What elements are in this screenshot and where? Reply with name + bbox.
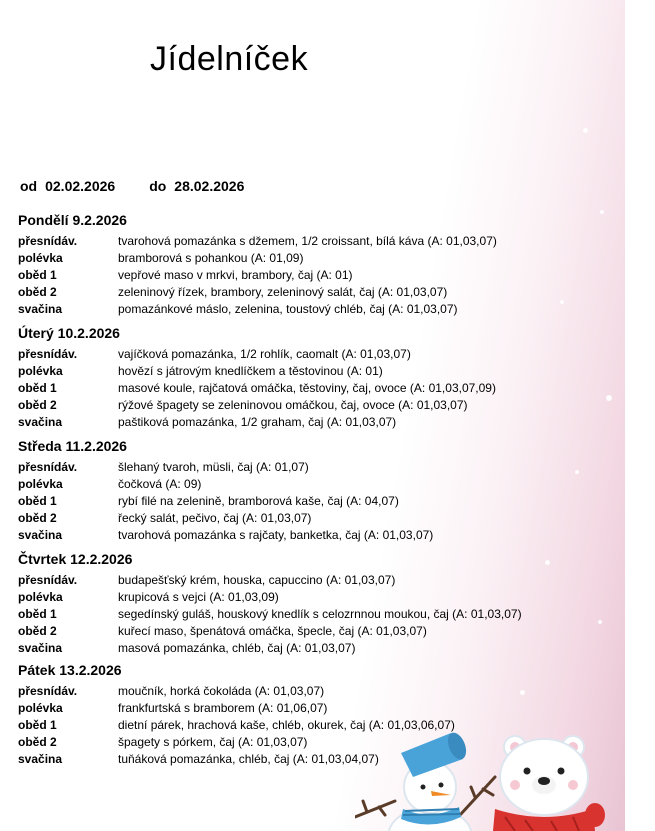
meal-label: svačina — [18, 415, 63, 429]
meal-row — [18, 267, 618, 284]
dish-text: masová pomazánka, chléb, čaj (A: 01,03,07) — [118, 641, 356, 655]
dish-text: pomazánkové máslo, zelenina, toustový chléb, čaj (A: 01,03,07) — [118, 302, 458, 316]
meal-row — [18, 493, 618, 510]
meal-row — [18, 363, 618, 380]
bear-eye — [558, 768, 565, 775]
meal-row — [18, 346, 618, 363]
dish-text: budapešťský krém, houska, capuccino (A: 01,03,07) — [118, 573, 396, 587]
dish-text: šlehaný tvaroh, müsli, čaj (A: 01,07) — [118, 460, 309, 474]
page-title: Jídelníček — [150, 40, 309, 78]
meal-row — [18, 414, 618, 431]
meal-label: oběd 1 — [18, 494, 57, 508]
meal-label: polévka — [18, 701, 63, 715]
meal-label: přesnídáv. — [18, 234, 78, 248]
meal-row — [18, 380, 618, 397]
meal-label: svačina — [18, 528, 63, 542]
meal-label: oběd 2 — [18, 511, 57, 525]
bear-cheek — [510, 780, 520, 790]
day-title: Pondělí 9.2.2026 — [18, 212, 127, 228]
meal-label: přesnídáv. — [18, 684, 78, 698]
dish-text: čočková (A: 09) — [118, 477, 202, 491]
snowman-and-polar-bear-illustration — [355, 725, 625, 831]
meal-label: oběd 2 — [18, 735, 57, 749]
meal-label: svačina — [18, 302, 63, 316]
dish-text: frankfurtská s bramborem (A: 01,06,07) — [118, 701, 328, 715]
meal-row — [18, 476, 618, 493]
meal-label: polévka — [18, 590, 63, 604]
day-title: Pátek 13.2.2026 — [18, 662, 122, 678]
meal-label: přesnídáv. — [18, 460, 78, 474]
meal-row — [18, 301, 618, 318]
twig-arm-left — [355, 801, 395, 817]
meal-row — [18, 683, 618, 700]
dish-text: zeleninový řízek, brambory, zeleninový salát, čaj (A: 01,03,07) — [118, 285, 448, 299]
dish-text: dietní párek, hrachová kaše, chléb, okurek, čaj (A: 01,03,06,07) — [118, 718, 455, 732]
date-range — [20, 178, 244, 194]
meal-label: oběd 1 — [18, 718, 57, 732]
meal-row — [18, 606, 618, 623]
meal-label: svačina — [18, 641, 63, 655]
meal-row — [18, 623, 618, 640]
from-date: 02.02.2026 — [45, 178, 116, 194]
meal-label: oběd 2 — [18, 398, 57, 412]
dish-text: vajíčková pomazánka, 1/2 rohlík, caomalt (A: 01,03,07) — [118, 347, 411, 361]
dish-text: masové koule, rajčatová omáčka, těstoviny, čaj, ovoce (A: 01,03,07,09) — [118, 381, 496, 395]
meal-label: přesnídáv. — [18, 347, 78, 361]
meal-label: oběd 1 — [18, 381, 57, 395]
day-title: Čtvrtek 12.2.2026 — [18, 551, 133, 567]
dish-text: tvarohová pomazánka s džemem, 1/2 croissant, bílá káva (A: 01,03,07) — [118, 234, 497, 248]
meal-row — [18, 284, 618, 301]
dish-text: hovězí s játrovým knedlíčkem a těstovinou (A: 01) — [118, 364, 383, 378]
bear-mitten — [585, 803, 605, 827]
day-section — [18, 211, 618, 318]
dish-text: špagety s pórkem, čaj (A: 01,03,07) — [118, 735, 308, 749]
dish-text: krupicová s vejci (A: 01,03,09) — [118, 590, 279, 604]
meal-label: svačina — [18, 752, 63, 766]
dish-text: kuřecí maso, špenátová omáčka, špecle, čaj (A: 01,03,07) — [118, 624, 427, 638]
meal-row — [18, 250, 618, 267]
twig-arm-right — [460, 777, 495, 815]
meal-row — [18, 589, 618, 606]
meal-label: polévka — [18, 477, 63, 491]
meal-label: oběd 1 — [18, 268, 57, 282]
meal-label: přesnídáv. — [18, 573, 78, 587]
dish-text: rybí filé na zelenině, bramborová kaše, čaj (A: 04,07) — [118, 494, 399, 508]
meal-row — [18, 700, 618, 717]
meal-row — [18, 459, 618, 476]
dish-text: řecký salát, pečivo, čaj (A: 01,03,07) — [118, 511, 312, 525]
snowman-eye — [439, 783, 444, 788]
meal-row — [18, 510, 618, 527]
bear-nose — [538, 777, 550, 785]
meal-label: oběd 2 — [18, 285, 57, 299]
snowman-eye — [421, 785, 426, 790]
day-title: Úterý 10.2.2026 — [18, 325, 120, 341]
dish-text: tuňáková pomazánka, chléb, čaj (A: 01,03,04,07) — [118, 752, 379, 766]
bear-cheek — [568, 780, 578, 790]
dish-text: tvarohová pomazánka s rajčaty, banketka, čaj (A: 01,03,07) — [118, 528, 434, 542]
meal-label: oběd 2 — [18, 624, 57, 638]
meal-row — [18, 572, 618, 589]
day-section — [18, 550, 618, 657]
dish-text: bramborová s pohankou (A: 01,09) — [118, 251, 304, 265]
meal-row — [18, 397, 618, 414]
day-section — [18, 324, 618, 431]
meal-row — [18, 527, 618, 544]
to-date: 28.02.2026 — [174, 178, 245, 194]
bear-eye — [524, 768, 531, 775]
to-label: do — [149, 178, 167, 194]
dish-text: vepřové maso v mrkvi, brambory, čaj (A: 01) — [118, 268, 353, 282]
dish-text: moučník, horká čokoláda (A: 01,03,07) — [118, 684, 325, 698]
snow-dot — [583, 128, 588, 133]
day-title: Středa 11.2.2026 — [18, 438, 127, 454]
meal-label: polévka — [18, 364, 63, 378]
dish-text: paštiková pomazánka, 1/2 graham, čaj (A: 01,03,07) — [118, 415, 397, 429]
day-section — [18, 437, 618, 544]
dish-text: rýžové špagety se zeleninovou omáčkou, čaj, ovoce (A: 01,03,07) — [118, 398, 468, 412]
from-label: od — [20, 178, 38, 194]
meal-row — [18, 640, 618, 657]
meal-label: oběd 1 — [18, 607, 57, 621]
meal-row — [18, 233, 618, 250]
dish-text: segedínský guláš, houskový knedlík s celozrnnou moukou, čaj (A: 01,03,07) — [118, 607, 522, 621]
meal-label: polévka — [18, 251, 63, 265]
